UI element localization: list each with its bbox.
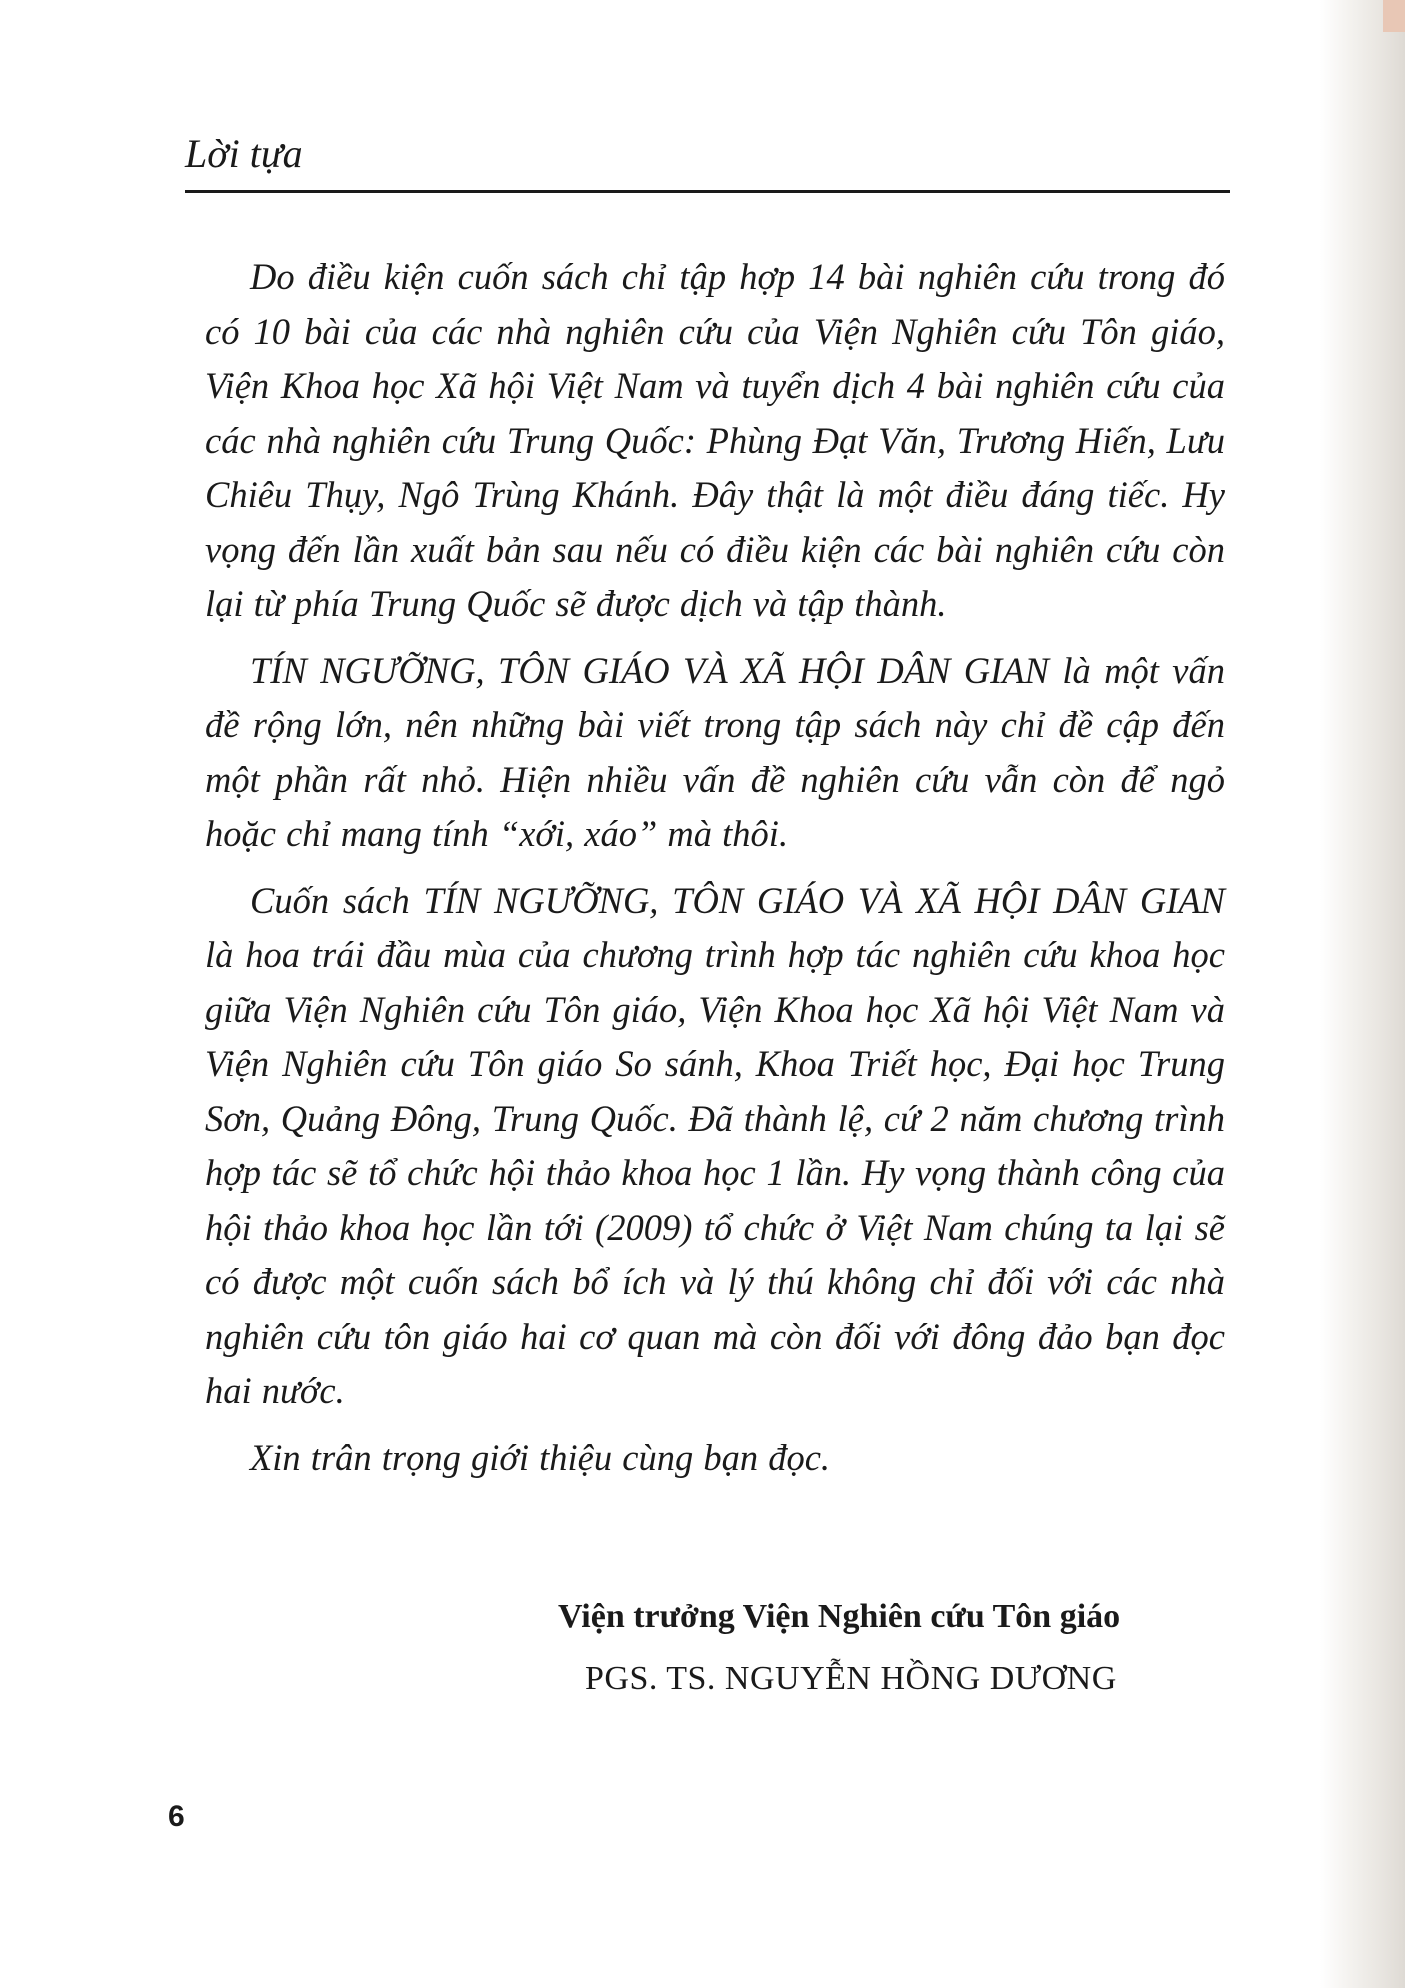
- page-corner-mark: [1383, 0, 1405, 32]
- signature-title: Viện trưởng Viện Nghiên cứu Tôn giáo: [558, 1598, 1121, 1635]
- page-edge-shadow: [1320, 0, 1405, 1988]
- preface-body: [205, 250, 1225, 1497]
- signature-name: PGS. TS. NGUYỄN HỒNG DƯƠNG: [585, 1660, 1117, 1697]
- header-rule: [185, 190, 1230, 193]
- paragraph: TÍN NGƯỠNG, TÔN GIÁO VÀ XÃ HỘI DÂN GIAN là một vấn đề rộng lớn, nên những bài viết trong tập sách này chỉ đề cập đến một phần rất nhỏ. Hiện nhiều vấn đề nghiên cứu vẫn còn để ngỏ hoặc chỉ mang tính “xới, xáo” mà thôi.: [205, 649, 1225, 854]
- paragraph: Do điều kiện cuốn sách chỉ tập hợp 14 bài nghiên cứu trong đó có 10 bài của các nhà nghiên cứu của Viện Nghiên cứu Tôn giáo, Viện Khoa học Xã hội Việt Nam và tuyển dịch 4 bài nghiên cứu của các nhà nghiên cứu Trung Quốc: Phùng Đạt Văn, Trương Hiến, Lưu Chiêu Thụy, Ngô Trùng Khánh. Đây thật là một điều đáng tiếc. Hy vọng đến lần xuất bản sau nếu có điều kiện các bài nghiên cứu còn lại từ phía Trung Quốc sẽ được dịch và tập thành.: [205, 256, 1225, 624]
- running-header-title: Lời tựa: [185, 131, 303, 176]
- paragraph: Xin trân trọng giới thiệu cùng bạn đọc.: [250, 1436, 831, 1478]
- page-number: 6: [168, 1800, 185, 1833]
- paragraph: Cuốn sách TÍN NGƯỠNG, TÔN GIÁO VÀ XÃ HỘI DÂN GIAN là hoa trái đầu mùa của chương trình hợp tác nghiên cứu khoa học giữa Viện Nghiên cứu Tôn giáo, Viện Khoa học Xã hội Việt Nam và Viện Nghiên cứu Tôn giáo So sánh, Khoa Triết học, Đại học Trung Sơn, Quảng Đông, Trung Quốc. Đã thành lệ, cứ 2 năm chương trình hợp tác sẽ tổ chức hội thảo khoa học 1 lần. Hy vọng thành công của hội thảo khoa học lần tới (2009) tổ chức ở Việt Nam chúng ta lại sẽ có được một cuốn sách bổ ích và lý thú không chỉ đối với các nhà nghiên cứu tôn giáo hai cơ quan mà còn đối với đông đảo bạn đọc hai nước.: [205, 879, 1225, 1411]
